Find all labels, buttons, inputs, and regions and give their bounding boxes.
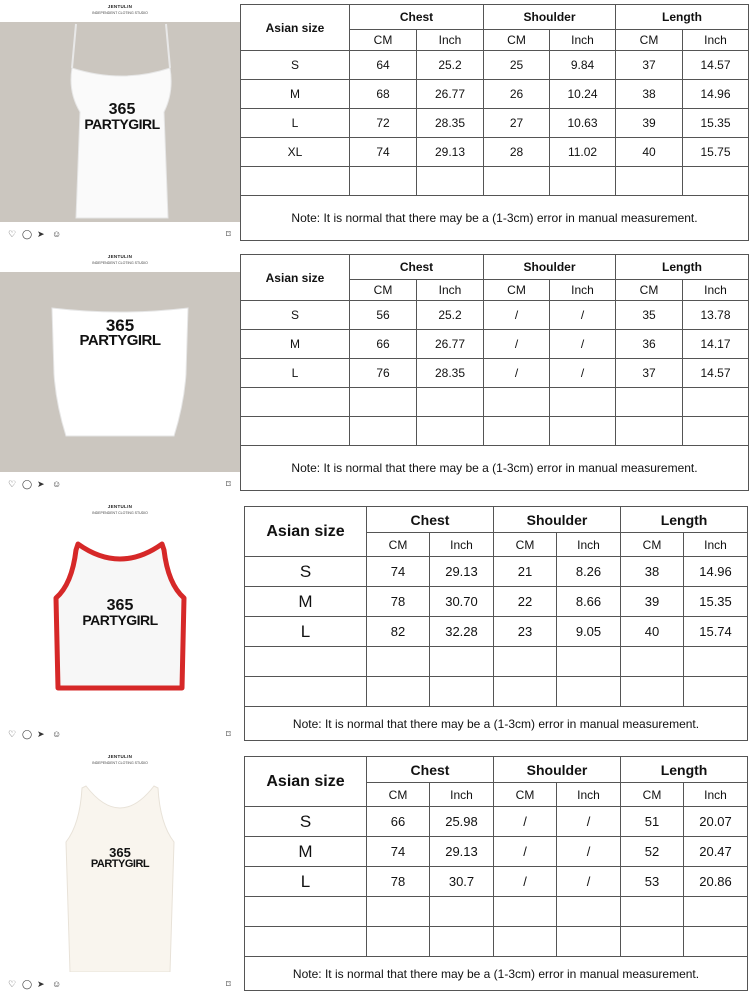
table-cell: 21: [494, 557, 557, 587]
table-cell: /: [550, 330, 616, 359]
unit-header: CM: [616, 280, 683, 301]
table-cell: 20.07: [684, 807, 748, 837]
table-cell: 14.17: [683, 330, 749, 359]
print-line-1: 365: [108, 101, 136, 118]
table-cell: 28.35: [417, 359, 484, 388]
table-cell: [430, 677, 494, 707]
asian-size-header: Asian size: [245, 507, 367, 557]
comment-icon[interactable]: ◯: [22, 729, 33, 739]
table-cell: [557, 927, 621, 957]
product-photo: [0, 750, 240, 996]
table-cell: 25.2: [417, 51, 484, 80]
unit-header: CM: [350, 30, 417, 51]
share-icon[interactable]: ➤: [37, 479, 45, 489]
unit-header: CM: [484, 30, 550, 51]
unit-header: Inch: [557, 783, 621, 807]
table-cell: /: [494, 837, 557, 867]
table-cell: [494, 897, 557, 927]
unit-header: CM: [621, 783, 684, 807]
print-line-2: PARTYGIRL: [90, 858, 150, 870]
table-cell: 37: [616, 359, 683, 388]
table-cell: [684, 927, 748, 957]
table-cell: [417, 167, 484, 196]
garment-print: [62, 846, 178, 882]
print-line-2: PARTYGIRL: [82, 612, 158, 628]
table-cell: 30.7: [430, 867, 494, 897]
table-row: [245, 897, 748, 927]
size-label: L: [241, 359, 350, 388]
unit-header: CM: [616, 30, 683, 51]
table-cell: 15.75: [683, 138, 749, 167]
table-cell: 25.2: [417, 301, 484, 330]
size-label: L: [245, 867, 367, 897]
table-cell: 38: [621, 557, 684, 587]
social-icon-bar: [0, 972, 240, 996]
unit-header: Inch: [550, 30, 616, 51]
brand-header: [0, 0, 240, 22]
heart-icon[interactable]: ♡: [8, 729, 17, 739]
table-cell: 56: [350, 301, 417, 330]
table-cell: [367, 927, 430, 957]
table-cell: 74: [350, 138, 417, 167]
table-cell: 29.13: [417, 138, 484, 167]
table-cell: /: [484, 301, 550, 330]
measurement-note: Note: It is normal that there may be a (1-3cm) error in manual measurement.: [245, 957, 748, 991]
table-row: [245, 807, 748, 837]
size-label: L: [241, 109, 350, 138]
unit-header: Inch: [683, 30, 749, 51]
table-cell: 10.24: [550, 80, 616, 109]
table-cell: 25.98: [430, 807, 494, 837]
table-cell: 13.78: [683, 301, 749, 330]
table-cell: [494, 677, 557, 707]
table-cell: 30.70: [430, 587, 494, 617]
table-cell: 26: [484, 80, 550, 109]
comment-icon[interactable]: ◯: [22, 479, 33, 489]
table-cell: /: [494, 867, 557, 897]
emoji-icon[interactable]: ☺: [52, 479, 62, 489]
table-row: [241, 330, 749, 359]
table-cell: /: [550, 359, 616, 388]
table-cell: [550, 417, 616, 446]
table-cell: /: [550, 301, 616, 330]
table-row: [245, 677, 748, 707]
table-cell: 37: [616, 51, 683, 80]
table-cell: 78: [367, 867, 430, 897]
garment-print: [48, 318, 192, 358]
print-line-1: 365: [109, 845, 131, 860]
brand-header: [0, 750, 240, 772]
table-cell: /: [557, 837, 621, 867]
heart-icon[interactable]: ♡: [8, 229, 17, 239]
print-line-2: PARTYGIRL: [84, 116, 160, 132]
unit-header: Inch: [684, 783, 748, 807]
table-cell: 27: [484, 109, 550, 138]
table-cell: 9.05: [557, 617, 621, 647]
table-cell: 74: [367, 837, 430, 867]
table-cell: [621, 647, 684, 677]
table-cell: 66: [350, 330, 417, 359]
unit-header: Inch: [550, 280, 616, 301]
table-cell: [241, 417, 350, 446]
table-cell: [616, 388, 683, 417]
table-cell: 8.66: [557, 587, 621, 617]
unit-header: CM: [494, 533, 557, 557]
comment-icon[interactable]: ◯: [22, 979, 33, 989]
garment-print: [52, 598, 188, 638]
size-table: [244, 506, 748, 741]
table-cell: 66: [367, 807, 430, 837]
size-chart-section-1: [0, 0, 750, 250]
bookmark-icon[interactable]: ⌑: [226, 979, 231, 989]
size-label: M: [241, 80, 350, 109]
table-cell: 32.28: [430, 617, 494, 647]
table-cell: [417, 417, 484, 446]
table-cell: [684, 647, 748, 677]
unit-header: Inch: [683, 280, 749, 301]
table-cell: [245, 897, 367, 927]
table-cell: [557, 647, 621, 677]
table-cell: 11.02: [550, 138, 616, 167]
shoulder-header: Shoulder: [494, 507, 621, 533]
shoulder-header: Shoulder: [494, 757, 621, 783]
table-cell: 8.26: [557, 557, 621, 587]
table-row: [245, 647, 748, 677]
table-row: [245, 587, 748, 617]
size-label: L: [245, 617, 367, 647]
unit-header: Inch: [417, 280, 484, 301]
table-cell: [367, 677, 430, 707]
table-cell: 14.96: [683, 80, 749, 109]
table-cell: 20.86: [684, 867, 748, 897]
table-cell: [367, 897, 430, 927]
bookmark-icon[interactable]: ⌑: [226, 479, 231, 489]
table-cell: 14.96: [684, 557, 748, 587]
table-cell: 22: [494, 587, 557, 617]
unit-header: Inch: [430, 783, 494, 807]
asian-size-header: Asian size: [241, 5, 350, 51]
size-label: S: [245, 557, 367, 587]
length-header: Length: [621, 507, 748, 533]
brand-tagline: INDEPENDENT CLOTING STUDIO: [92, 261, 148, 265]
garment-print: [42, 102, 202, 142]
table-cell: 26.77: [417, 330, 484, 359]
table-cell: 36: [616, 330, 683, 359]
table-cell: [350, 167, 417, 196]
shoulder-header: Shoulder: [484, 5, 616, 30]
bookmark-icon[interactable]: ⌑: [226, 729, 231, 739]
brand-name: JENTULIN: [107, 754, 133, 759]
table-cell: 23: [494, 617, 557, 647]
table-cell: 74: [367, 557, 430, 587]
table-cell: 26.77: [417, 80, 484, 109]
table-cell: [494, 927, 557, 957]
brand-tagline: INDEPENDENT CLOTING STUDIO: [92, 11, 148, 15]
size-label: S: [245, 807, 367, 837]
brand-header: [0, 500, 240, 522]
size-chart-section-4: [0, 750, 750, 1000]
print-line-1: 365: [106, 597, 134, 614]
table-cell: [683, 417, 749, 446]
measurement-note: Note: It is normal that there may be a (1-3cm) error in manual measurement.: [241, 446, 749, 491]
size-label: S: [241, 51, 350, 80]
table-cell: 78: [367, 587, 430, 617]
table-row: [241, 80, 749, 109]
bookmark-icon[interactable]: ⌑: [226, 229, 231, 239]
size-table: [244, 756, 748, 991]
asian-size-header: Asian size: [245, 757, 367, 807]
table-cell: [367, 647, 430, 677]
table-cell: [484, 388, 550, 417]
table-cell: 15.35: [684, 587, 748, 617]
table-cell: [683, 388, 749, 417]
table-cell: 76: [350, 359, 417, 388]
table-cell: 15.35: [683, 109, 749, 138]
table-cell: 25: [484, 51, 550, 80]
table-row: [241, 417, 749, 446]
table-cell: /: [557, 867, 621, 897]
table-cell: /: [484, 330, 550, 359]
table-cell: [430, 647, 494, 677]
table-cell: [430, 927, 494, 957]
table-cell: [245, 677, 367, 707]
chest-header: Chest: [367, 507, 494, 533]
unit-header: CM: [350, 280, 417, 301]
unit-header: Inch: [417, 30, 484, 51]
size-label: M: [245, 837, 367, 867]
social-icon-bar: [0, 722, 240, 746]
table-cell: 82: [367, 617, 430, 647]
table-cell: [621, 927, 684, 957]
table-cell: [550, 167, 616, 196]
unit-header: Inch: [430, 533, 494, 557]
brand-name: JENTULIN: [107, 504, 133, 509]
heart-icon[interactable]: ♡: [8, 979, 17, 989]
table-cell: [684, 677, 748, 707]
unit-header: CM: [494, 783, 557, 807]
print-line-1: 365: [105, 316, 135, 335]
measurement-note: Note: It is normal that there may be a (1-3cm) error in manual measurement.: [245, 707, 748, 741]
unit-header: Inch: [684, 533, 748, 557]
chest-header: Chest: [367, 757, 494, 783]
table-cell: 20.47: [684, 837, 748, 867]
unit-header: CM: [367, 783, 430, 807]
table-cell: 9.84: [550, 51, 616, 80]
table-cell: [621, 677, 684, 707]
table-row: [245, 927, 748, 957]
table-cell: [484, 417, 550, 446]
table-row: [241, 359, 749, 388]
table-cell: 40: [616, 138, 683, 167]
table-cell: [684, 897, 748, 927]
table-cell: 28: [484, 138, 550, 167]
emoji-icon[interactable]: ☺: [52, 229, 62, 239]
table-cell: [417, 388, 484, 417]
size-chart-section-3: [0, 500, 750, 750]
table-cell: 35: [616, 301, 683, 330]
table-cell: /: [494, 807, 557, 837]
measurement-note: Note: It is normal that there may be a (1-3cm) error in manual measurement.: [241, 196, 749, 241]
table-cell: [683, 167, 749, 196]
table-cell: 14.57: [683, 359, 749, 388]
table-row: [241, 138, 749, 167]
unit-header: CM: [367, 533, 430, 557]
emoji-icon[interactable]: ☺: [52, 729, 62, 739]
chest-header: Chest: [350, 5, 484, 30]
comment-icon[interactable]: ◯: [22, 229, 33, 239]
table-cell: [241, 388, 350, 417]
asian-size-header: Asian size: [241, 255, 350, 301]
size-label: M: [245, 587, 367, 617]
table-cell: [616, 167, 683, 196]
table-cell: 14.57: [683, 51, 749, 80]
length-header: Length: [621, 757, 748, 783]
brand-name: JENTULIN: [107, 4, 133, 9]
table-row: [245, 617, 748, 647]
table-cell: 38: [616, 80, 683, 109]
table-cell: [350, 417, 417, 446]
brand-tagline: INDEPENDENT CLOTING STUDIO: [92, 761, 148, 765]
table-cell: 29.13: [430, 557, 494, 587]
table-cell: 28.35: [417, 109, 484, 138]
unit-header: CM: [484, 280, 550, 301]
table-row: [241, 51, 749, 80]
table-row: [241, 167, 749, 196]
chest-header: Chest: [350, 255, 484, 280]
product-photo: [0, 250, 240, 496]
table-cell: [245, 927, 367, 957]
table-cell: [616, 417, 683, 446]
shoulder-header: Shoulder: [484, 255, 616, 280]
table-cell: [484, 167, 550, 196]
table-row: [241, 301, 749, 330]
table-cell: 29.13: [430, 837, 494, 867]
table-cell: [550, 388, 616, 417]
table-cell: /: [484, 359, 550, 388]
table-cell: [245, 647, 367, 677]
table-cell: 10.63: [550, 109, 616, 138]
brand-header: [0, 250, 240, 272]
table-cell: 51: [621, 807, 684, 837]
table-cell: 53: [621, 867, 684, 897]
table-row: [241, 109, 749, 138]
table-row: [241, 388, 749, 417]
share-icon[interactable]: ➤: [37, 729, 45, 739]
share-icon[interactable]: ➤: [37, 979, 45, 989]
table-cell: [557, 897, 621, 927]
table-cell: 39: [621, 587, 684, 617]
table-cell: /: [557, 807, 621, 837]
table-cell: [557, 677, 621, 707]
unit-header: Inch: [557, 533, 621, 557]
table-cell: 40: [621, 617, 684, 647]
product-photo: [0, 0, 240, 246]
heart-icon[interactable]: ♡: [8, 479, 17, 489]
table-row: [245, 557, 748, 587]
brand-tagline: INDEPENDENT CLOTING STUDIO: [92, 511, 148, 515]
emoji-icon[interactable]: ☺: [52, 979, 62, 989]
print-line-2: PARTYGIRL: [79, 332, 161, 349]
table-cell: [494, 647, 557, 677]
share-icon[interactable]: ➤: [37, 229, 45, 239]
length-header: Length: [616, 5, 749, 30]
table-cell: 39: [616, 109, 683, 138]
size-label: S: [241, 301, 350, 330]
social-icon-bar: [0, 222, 240, 246]
table-cell: 15.74: [684, 617, 748, 647]
table-cell: 68: [350, 80, 417, 109]
social-icon-bar: [0, 472, 240, 496]
table-row: [245, 837, 748, 867]
table-cell: [621, 897, 684, 927]
table-cell: [241, 167, 350, 196]
table-cell: [430, 897, 494, 927]
size-table: [240, 254, 749, 491]
table-row: [245, 867, 748, 897]
table-cell: 72: [350, 109, 417, 138]
table-cell: [350, 388, 417, 417]
size-chart-section-2: [0, 250, 750, 500]
table-cell: 64: [350, 51, 417, 80]
brand-name: JENTULIN: [107, 254, 133, 259]
product-photo: [0, 500, 240, 746]
size-label: M: [241, 330, 350, 359]
size-label: XL: [241, 138, 350, 167]
table-cell: 52: [621, 837, 684, 867]
unit-header: CM: [621, 533, 684, 557]
length-header: Length: [616, 255, 749, 280]
size-table: [240, 4, 749, 241]
